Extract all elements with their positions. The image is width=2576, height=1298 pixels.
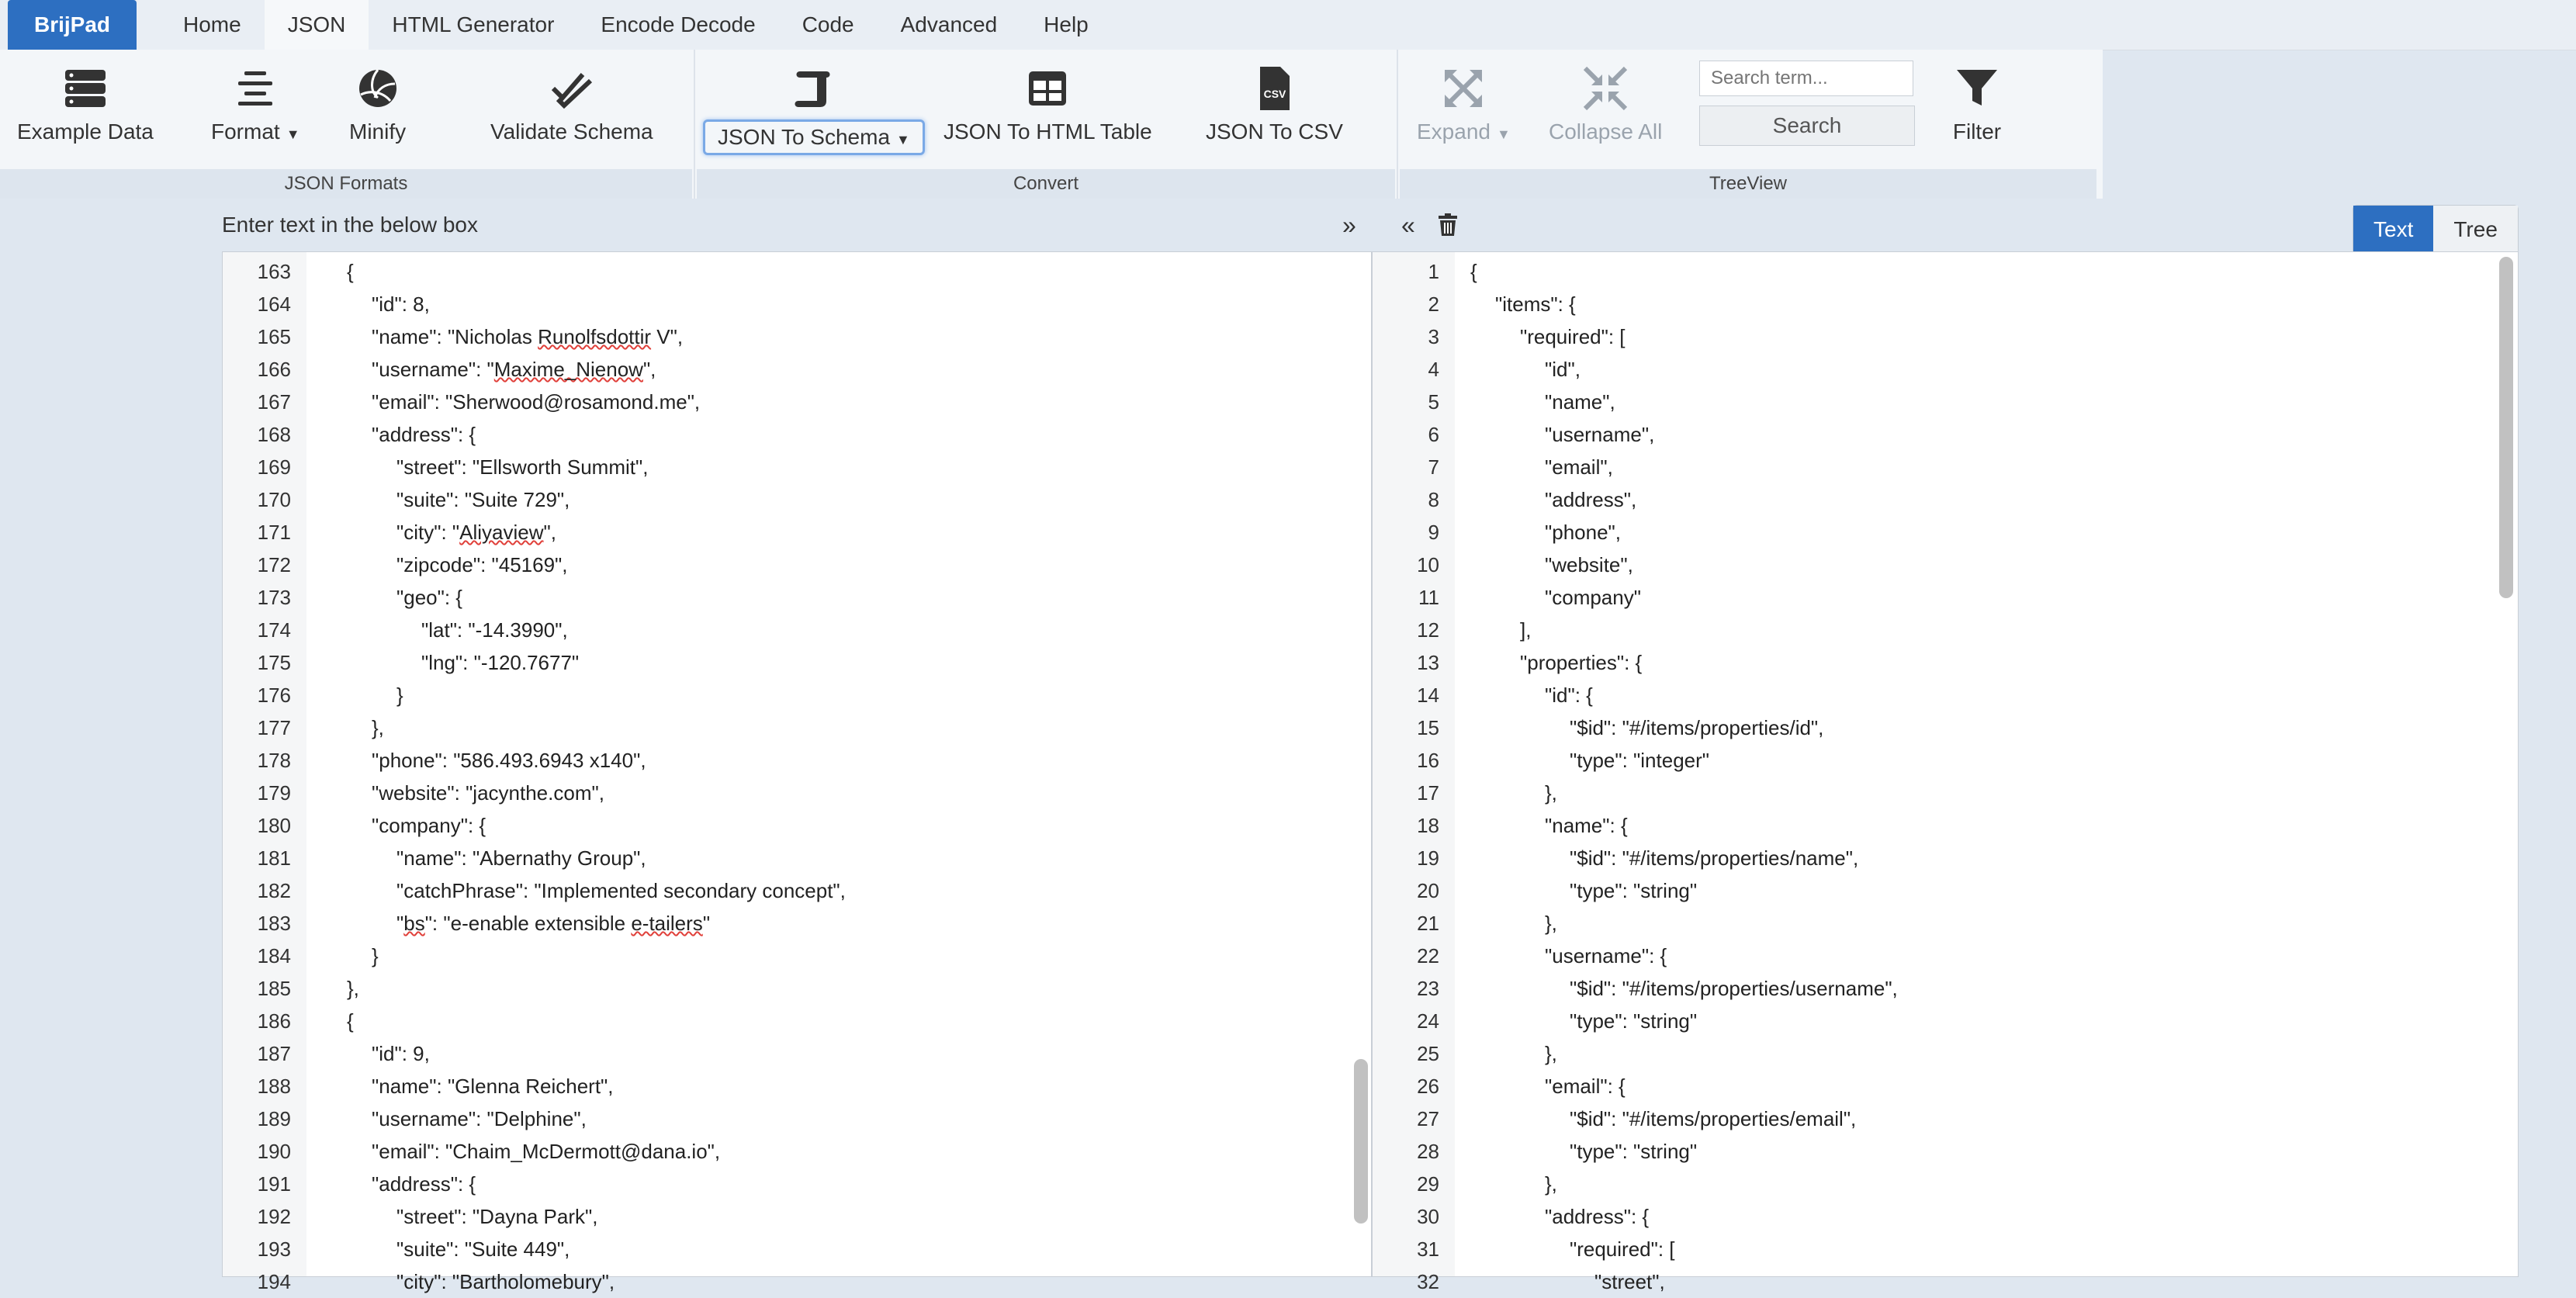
code-line [1373,777,2518,809]
line-number: 4 [1428,358,1439,381]
ribbon-toolbar [0,50,2103,199]
code-text: "name": "Nicholas Runolfsdottir V", [372,325,684,348]
code-text: "name": "Abernathy Group", [396,846,646,870]
code-text: "id": { [1545,684,1593,707]
line-number: 24 [1417,1009,1439,1033]
collapse-right-icon[interactable]: » [1342,210,1356,239]
collapse-arrows-icon [1581,64,1630,113]
code-line [223,809,1371,842]
code-line [223,907,1371,940]
line-number: 190 [257,1140,291,1163]
menu-bar [0,0,2576,50]
code-line [1373,549,2518,581]
input-editor[interactable] [222,251,1372,1293]
line-number: 173 [257,586,291,609]
code-text: "address": { [372,423,476,446]
chevron-down-icon: ▼ [286,126,300,142]
line-number: 6 [1428,423,1439,446]
code-line [223,516,1371,549]
tab-json[interactable]: JSON [265,0,369,50]
code-line [1373,1200,2518,1233]
code-text: "id": 9, [372,1042,430,1065]
code-line [1373,744,2518,777]
filter-label: Filter [1952,119,2002,144]
code-line [1373,1102,2518,1135]
code-line [223,777,1371,809]
line-number: 32 [1417,1270,1439,1293]
code-text: "id": 8, [372,292,430,316]
line-number: 183 [257,912,291,935]
validate-schema-label: Validate Schema [490,119,653,144]
line-number: 163 [257,260,291,283]
json-to-html-table-button[interactable] [943,64,1152,144]
line-number: 169 [257,455,291,479]
json-to-schema-label: JSON To Schema [718,125,891,149]
code-text: "bs": "e-enable extensible e-tailers" [396,912,711,935]
code-text: "required": [ [1570,1237,1675,1261]
code-text: "website", [1545,553,1633,576]
code-text: "lng": "-120.7677" [421,651,580,674]
line-number: 18 [1417,814,1439,837]
code-text: "name": "Glenna Reichert", [372,1075,614,1098]
line-number: 175 [257,651,291,674]
code-line [223,1005,1371,1037]
filter-button[interactable] [1952,64,2002,144]
text-view-button[interactable]: Text [2353,206,2433,254]
line-number: 25 [1417,1042,1439,1065]
code-line [1373,353,2518,386]
minify-button[interactable] [349,64,406,144]
line-number: 28 [1417,1140,1439,1163]
code-line [1373,1005,2518,1037]
code-text: "street": "Dayna Park", [396,1205,598,1228]
code-text: "website": "jacynthe.com", [372,781,604,805]
vertical-scrollbar[interactable] [2499,257,2513,598]
code-line [1373,451,2518,483]
code-line [1373,1070,2518,1102]
code-line [223,451,1371,483]
code-text: "street": "Ellsworth Summit", [396,455,649,479]
code-text: "$id": "#/items/properties/username", [1570,977,1898,1000]
line-number: 193 [257,1237,291,1261]
output-editor[interactable] [1372,251,2519,1293]
line-number: 185 [257,977,291,1000]
code-text: "address": { [1545,1205,1650,1228]
chevron-down-icon: ▼ [1496,126,1511,142]
double-check-icon [547,64,597,113]
validate-schema-button[interactable] [490,64,653,144]
code-line [1373,1037,2518,1070]
line-number: 15 [1417,716,1439,739]
code-text: "company": { [372,814,486,837]
code-line [1373,483,2518,516]
line-number: 14 [1417,684,1439,707]
code-text: "address": { [372,1172,476,1196]
code-line [223,842,1371,874]
code-line [223,483,1371,516]
group-convert [697,50,1395,199]
trash-icon-svg [1437,213,1459,237]
code-line [223,940,1371,972]
code-line [1373,907,2518,940]
code-text: ], [1520,618,1532,642]
line-number: 30 [1417,1205,1439,1228]
code-text: { [1470,260,1477,283]
line-number: 1 [1428,260,1439,283]
code-text: "username": "Delphine", [372,1107,587,1130]
code-text: "$id": "#/items/properties/name", [1570,846,1859,870]
menu-tabs [160,0,1112,50]
code-text: }, [1545,1172,1557,1196]
code-text: }, [1545,912,1557,935]
code-text: "username": { [1545,944,1667,967]
code-text: "city": "Bartholomebury", [396,1270,615,1293]
group-label-json-formats: JSON Formats [0,169,692,199]
code-text: "zipcode": "45169", [396,553,568,576]
code-text: "type": "string" [1570,1140,1698,1163]
code-text: "username", [1545,423,1655,446]
group-json-formats [0,50,692,199]
code-line [1373,255,2518,288]
tab-home[interactable]: Home [183,12,241,36]
line-number: 5 [1428,390,1439,414]
search-input[interactable] [1699,61,1913,96]
line-number: 21 [1417,912,1439,935]
code-line [1373,646,2518,679]
code-text: }, [1545,1042,1557,1065]
line-number: 12 [1417,618,1439,642]
line-number: 17 [1417,781,1439,805]
code-text: "email": { [1545,1075,1626,1098]
line-number: 181 [257,846,291,870]
line-number: 16 [1417,749,1439,772]
volleyball-icon [353,64,403,113]
code-text: "required": [ [1520,325,1626,348]
scroll-icon [789,64,839,113]
line-number: 167 [257,390,291,414]
line-number: 20 [1417,879,1439,902]
code-text: { [347,1009,354,1033]
code-line [1373,386,2518,418]
group-treeview [1400,50,2096,199]
tab-encode-decode[interactable]: Encode Decode [601,12,756,36]
line-number: 31 [1417,1237,1439,1261]
chevron-down-icon: ▼ [896,132,910,147]
tab-html-generator[interactable]: HTML Generator [392,12,555,36]
line-number: 11 [1418,586,1439,609]
code-text: "catchPhrase": "Implemented secondary concept", [396,879,846,902]
line-number: 29 [1417,1172,1439,1196]
code-line [1373,1168,2518,1200]
code-line [223,711,1371,744]
code-line [223,679,1371,711]
line-number: 26 [1417,1075,1439,1098]
code-text: "username": "Maxime_Nienow", [372,358,656,381]
code-line [1373,972,2518,1005]
align-center-icon [230,64,280,113]
line-number: 165 [257,325,291,348]
code-line [1373,418,2518,451]
code-text: "properties": { [1520,651,1643,674]
code-text: "id", [1545,358,1581,381]
line-number: 180 [257,814,291,837]
tab-code[interactable]: Code [802,12,854,36]
code-line [1373,1135,2518,1168]
code-line [223,288,1371,320]
line-number: 3 [1428,325,1439,348]
code-line [223,972,1371,1005]
code-text: }, [347,977,359,1000]
code-text: "name": { [1545,814,1628,837]
code-line [1373,711,2518,744]
code-text: "email", [1545,455,1613,479]
trash-icon[interactable] [1437,199,1459,251]
code-text: "phone": "586.493.6943 x140", [372,749,646,772]
group-label-treeview: TreeView [1400,169,2096,199]
code-line [1373,940,2518,972]
line-number: 27 [1417,1107,1439,1130]
json-to-html-table-label: JSON To HTML Table [943,119,1152,144]
code-text: "$id": "#/items/properties/id", [1570,716,1824,739]
line-number: 176 [257,684,291,707]
code-text: "type": "integer" [1570,749,1710,772]
group-divider [1397,50,1398,199]
line-number: 179 [257,781,291,805]
code-line [223,1233,1371,1265]
left-pane-header [222,199,478,251]
code-line [223,614,1371,646]
table-icon [1023,64,1072,113]
code-text: "$id": "#/items/properties/email", [1570,1107,1857,1130]
line-number: 7 [1428,455,1439,479]
line-number: 10 [1417,553,1439,576]
code-line [223,1037,1371,1070]
group-divider [694,50,695,199]
line-number: 191 [257,1172,291,1196]
code-line [223,1135,1371,1168]
line-number: 13 [1417,651,1439,674]
format-label: Format [211,119,280,144]
line-number: 189 [257,1107,291,1130]
code-text: }, [372,716,384,739]
expand-label: Expand [1417,119,1491,144]
code-text: } [396,684,403,707]
code-text: "type": "string" [1570,879,1698,902]
left-pane-title: Enter text in the below box [222,213,478,237]
code-text: "city": "Aliyaview", [396,521,556,544]
line-number: 192 [257,1205,291,1228]
line-number: 19 [1417,846,1439,870]
line-number: 2 [1428,292,1439,316]
line-number: 184 [257,944,291,967]
line-number: 168 [257,423,291,446]
line-number: 187 [257,1042,291,1065]
code-line [223,1102,1371,1135]
code-line [223,874,1371,907]
code-line [1373,679,2518,711]
code-line [1373,874,2518,907]
code-line [1373,320,2518,353]
line-number: 182 [257,879,291,902]
line-number: 177 [257,716,291,739]
tab-advanced[interactable]: Advanced [900,12,998,36]
code-text: "items": { [1495,292,1576,316]
code-line [223,1070,1371,1102]
code-text: }, [1545,781,1557,805]
view-toggle [2353,205,2519,254]
code-line [223,581,1371,614]
expand-arrows-icon [1439,64,1488,113]
line-number: 9 [1428,521,1439,544]
line-number: 186 [257,1009,291,1033]
code-line [223,1200,1371,1233]
collapse-all-label: Collapse All [1549,119,1663,144]
expand-button[interactable] [1417,64,1511,144]
line-number: 174 [257,618,291,642]
database-icon [61,64,110,113]
group-label-convert: Convert [697,169,1395,199]
code-text: "address", [1545,488,1637,511]
line-number: 23 [1417,977,1439,1000]
brand-logo[interactable]: BrijPad [8,0,137,50]
code-text: "geo": { [396,586,462,609]
code-text: "lat": "-14.3990", [421,618,568,642]
vertical-scrollbar[interactable] [1354,1059,1368,1224]
code-line [1373,516,2518,549]
code-line [223,744,1371,777]
line-number: 8 [1428,488,1439,511]
svg-text:CSV: CSV [1264,88,1286,100]
code-line [223,646,1371,679]
tab-help[interactable]: Help [1044,12,1089,36]
line-number: 188 [257,1075,291,1098]
collapse-all-button[interactable] [1549,64,1662,144]
code-line [223,418,1371,451]
tree-view-button[interactable]: Tree [2433,206,2518,254]
code-line [1373,288,2518,320]
code-text: { [347,260,354,283]
code-line [1373,1233,2518,1265]
code-text: "email": "Sherwood@rosamond.me", [372,390,701,414]
code-line [223,255,1371,288]
json-to-csv-label: JSON To CSV [1206,119,1343,144]
code-text: "phone", [1545,521,1621,544]
line-number: 178 [257,749,291,772]
code-line [223,1168,1371,1200]
line-number: 164 [257,292,291,316]
json-to-csv-button[interactable] [1206,64,1343,144]
code-text: "email": "Chaim_McDermott@dana.io", [372,1140,721,1163]
line-number: 22 [1417,944,1439,967]
code-text: "street", [1594,1270,1665,1293]
format-button[interactable] [211,64,300,144]
collapse-left-icon[interactable]: « [1401,210,1415,239]
code-line [223,386,1371,418]
example-data-label: Example Data [17,119,154,144]
code-line [223,320,1371,353]
line-number: 171 [257,521,291,544]
line-number: 166 [257,358,291,381]
minify-label: Minify [349,119,407,144]
code-line [1373,842,2518,874]
code-text: "company" [1545,586,1641,609]
code-line [1373,1265,2518,1298]
json-to-schema-button[interactable] [703,64,925,155]
csv-file-icon [1249,64,1299,113]
code-text: "name", [1545,390,1615,414]
example-data-button[interactable] [17,64,154,144]
code-text: "suite": "Suite 449", [396,1237,570,1261]
line-number: 170 [257,488,291,511]
line-number: 194 [257,1270,291,1293]
code-line [1373,614,2518,646]
code-line [1373,809,2518,842]
line-number: 172 [257,553,291,576]
code-line [1373,581,2518,614]
code-text: "suite": "Suite 729", [396,488,570,511]
code-line [223,1265,1371,1298]
code-text: } [372,944,379,967]
filter-icon [1952,64,2002,113]
code-text: "type": "string" [1570,1009,1698,1033]
code-line [223,549,1371,581]
code-line [223,353,1371,386]
search-button[interactable]: Search [1699,106,1915,146]
